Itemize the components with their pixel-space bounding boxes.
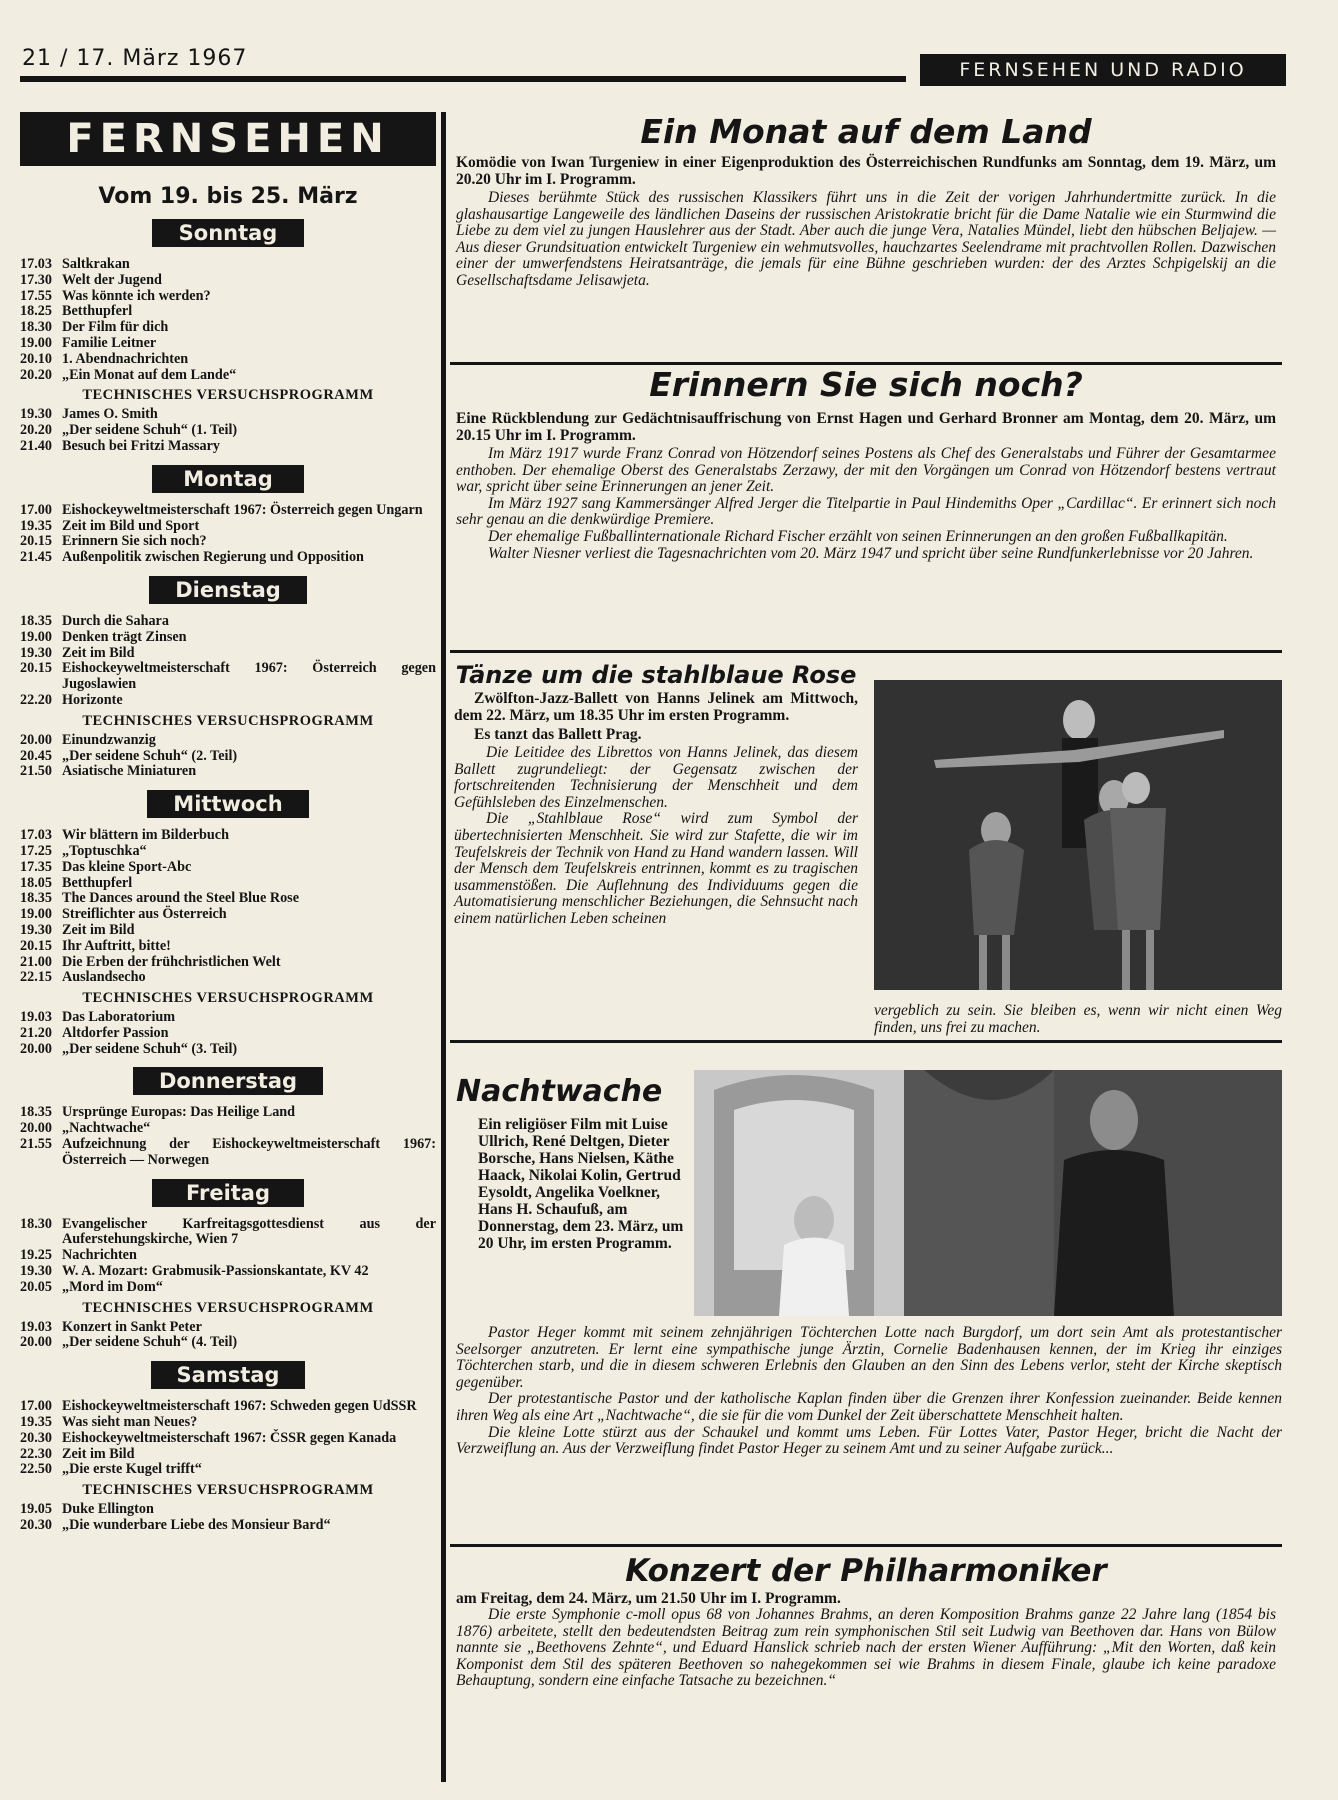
program-title: Besuch bei Fritzi Massary: [62, 437, 221, 454]
program-title: Durch die Sahara: [62, 612, 169, 629]
program-item: [20, 939, 436, 955]
program-item: [20, 1431, 436, 1447]
program-item: [20, 1335, 436, 1351]
program-title: Die Erben der frühchristlichen Welt: [62, 953, 281, 970]
program-list: [20, 1399, 436, 1478]
program-time: 19.00: [20, 628, 52, 645]
program-item: [20, 1502, 436, 1518]
program-title: Zeit im Bild: [62, 921, 135, 938]
program-time: 17.00: [20, 501, 52, 518]
program-title: Betthupferl: [62, 874, 133, 891]
article-subtitle-2: Es tanzt das Ballett Prag.: [474, 726, 642, 743]
program-item: [20, 693, 436, 709]
paragraph: Die Leitidee des Librettos von Hanns Jelinek, das diesem Ballett zugrundeliegt: der Gegensatz zwischen der fortschreitenden Technisierung der Menschheit und dem Gefühlsleben des Einzelmenschen.: [454, 744, 858, 811]
program-time: 18.30: [20, 319, 52, 336]
program-item: [20, 1042, 436, 1058]
program-item: [20, 519, 436, 535]
program-time: 18.35: [20, 890, 52, 907]
program-item: [20, 1415, 436, 1431]
program-time: 19.30: [20, 406, 52, 423]
program-title: Zeit im Bild: [62, 644, 135, 661]
program-time: 19.00: [20, 334, 52, 351]
program-list: [20, 733, 436, 780]
program-title: Denken trägt Zinsen: [62, 628, 187, 645]
program-title: Saltkrakan: [62, 256, 130, 272]
article-rule: [450, 1040, 1282, 1043]
program-item: [20, 923, 436, 939]
program-item: [20, 1447, 436, 1463]
program-title: Eishockeyweltmeisterschaft 1967: Schweden gegen UdSSR: [62, 1398, 417, 1415]
program-time: 17.03: [20, 827, 52, 844]
program-title: Zeit im Bild und Sport: [62, 517, 200, 534]
program-list: [20, 257, 436, 383]
program-time: 19.00: [20, 906, 52, 923]
day-label: Dienstag: [149, 576, 307, 604]
program-list: [20, 1320, 436, 1352]
program-time: 19.30: [20, 921, 52, 938]
program-title: Auslandsecho: [62, 969, 146, 986]
program-time: 18.35: [20, 1104, 52, 1121]
program-time: 21.55: [20, 1136, 52, 1153]
program-time: 19.35: [20, 517, 52, 534]
program-item: [20, 304, 436, 320]
day-label: Donnerstag: [133, 1067, 323, 1095]
program-item: [20, 503, 436, 519]
program-title: „Toptuschka“: [62, 842, 147, 859]
program-title: Konzert in Sankt Peter: [62, 1318, 202, 1335]
program-time: 20.10: [20, 350, 52, 367]
program-item: [20, 534, 436, 550]
program-title: W. A. Mozart: Grabmusik-Passionskantate, KV 42: [62, 1263, 369, 1280]
program-time: 19.03: [20, 1318, 52, 1335]
program-time: 19.30: [20, 644, 52, 661]
week-range: Vom 19. bis 25. März: [98, 184, 358, 209]
program-item: [20, 1248, 436, 1264]
program-item: [20, 1518, 436, 1534]
program-time: 20.05: [20, 1278, 52, 1295]
program-title: Horizonte: [62, 691, 123, 708]
paragraph: Die kleine Lotte stürzt aus der Schaukel und kommt ums Leben. Für Lottes Vater, Pastor Heger, bricht die Nacht der Verzweiflung an. Aus der Verzweiflung findet Pastor Heger zu seinem Amt und zu seiner Aufgabe zurück...: [456, 1423, 1282, 1458]
program-time: 20.30: [20, 1517, 52, 1534]
program-item: [20, 1462, 436, 1478]
program-title: 1. Abendnachrichten: [62, 350, 189, 367]
program-title: „Der seidene Schuh“ (4. Teil): [62, 1334, 238, 1351]
program-time: 17.35: [20, 858, 52, 875]
program-time: 19.03: [20, 1009, 52, 1026]
technisches-versuchsprogramm-label: TECHNISCHES VERSUCHSPROGRAMM: [82, 1299, 374, 1316]
program-item: [20, 844, 436, 860]
program-list: [20, 1217, 436, 1296]
program-item: [20, 273, 436, 289]
program-item: [20, 423, 436, 439]
article-title: Konzert der Philharmoniker: [625, 1553, 1107, 1589]
ballet-photo: [874, 680, 1282, 990]
program-item: [20, 289, 436, 305]
program-item: [20, 907, 436, 923]
program-item: [20, 955, 436, 971]
program-title: Eishockeyweltmeisterschaft 1967: Österreich gegen Jugoslawien: [62, 660, 436, 693]
column-divider: [441, 112, 446, 1782]
program-title: Welt der Jugend: [62, 271, 162, 288]
program-time: 18.25: [20, 303, 52, 320]
program-time: 22.50: [20, 1461, 52, 1478]
technisches-versuchsprogramm-label: TECHNISCHES VERSUCHSPROGRAMM: [82, 712, 374, 729]
program-time: 20.45: [20, 747, 52, 764]
program-title: „Nachtwache“: [62, 1120, 151, 1137]
day-label: Samstag: [151, 1361, 306, 1389]
article-title: Tänze um die stahlblaue Rose: [455, 661, 857, 689]
article-subtitle: Ein religiöser Film mit Luise Ullrich, René Deltgen, Dieter Borsche, Hans Nielsen, Käthe Haack, Nikolai Kolin, Gertrud Eysoldt, Angelika Voelkner, Hans H. Schaufuß, am Donnerstag, dem 23. März, um 20 Uhr, im ersten Programm.: [478, 1116, 684, 1252]
section-banner: FERNSEHEN UND RADIO: [920, 54, 1286, 86]
technisches-versuchsprogramm-label: TECHNISCHES VERSUCHSPROGRAMM: [82, 990, 374, 1007]
program-item: [20, 733, 436, 749]
program-title: Nachrichten: [62, 1247, 137, 1264]
program-item: [20, 1264, 436, 1280]
program-item: [20, 1280, 436, 1296]
program-title: Ursprünge Europas: Das Heilige Land: [62, 1104, 296, 1121]
article-subtitle: Komödie von Iwan Turgeniew in einer Eigenproduktion des Österreichischen Rundfunks am Sonntag, dem 19. März, um 20.20 Uhr im I. Programm.: [456, 154, 1276, 188]
program-item: [20, 891, 436, 907]
page-number-date: 21 / 17. März 1967: [22, 46, 248, 71]
day-header-mittwoch: [20, 790, 436, 818]
program-time: 22.15: [20, 969, 52, 986]
article-subtitle: Eine Rückblendung zur Gedächtnisauffrischung von Ernst Hagen und Gerhard Bronner am Montag, dem 20. März, um 20.15 Uhr im I. Programm.: [456, 410, 1276, 444]
technisches-versuchsprogramm-label: TECHNISCHES VERSUCHSPROGRAMM: [82, 1482, 374, 1499]
article-title: Nachtwache: [456, 1074, 663, 1109]
program-item: [20, 661, 436, 693]
technisches-versuchsprogramm-label: TECHNISCHES VERSUCHSPROGRAMM: [82, 387, 374, 404]
day-header-donnerstag: [20, 1067, 436, 1095]
program-title: Das kleine Sport-Abc: [62, 858, 192, 875]
article-subtitle: am Freitag, dem 24. März, um 21.50 Uhr im I. Programm.: [456, 1590, 841, 1607]
day-list: [20, 219, 436, 1534]
program-list: [20, 614, 436, 709]
program-time: 20.00: [20, 1120, 52, 1137]
program-item: [20, 352, 436, 368]
article-body: [450, 745, 862, 928]
program-list: [20, 1502, 436, 1534]
program-title: Erinnern Sie sich noch?: [62, 533, 207, 550]
article-rule: [450, 650, 1282, 653]
paragraph: Die „Stahlblaue Rose“ wird zum Symbol der übertechnisierten Menschheit. Sie wird zur Stafette, die wir im Teufelskreis der Technik von Hand zu Hand wandern lassen. Will der Mensch dem Teufelskreis entrinnen, kommt es zu tragischen usammenstößen. Die Auflehnung des Individuums gegen die Automatisierung menschlicher Beziehungen, die Sehnsucht nach einem natürlichen Leben scheinen: [454, 810, 858, 927]
day-header-sonntag: [20, 219, 436, 247]
article-body: [450, 446, 1282, 562]
day-header-freitag: [20, 1179, 436, 1207]
program-time: 21.45: [20, 549, 52, 566]
ballet-photo-image: [874, 680, 1282, 990]
program-time: 20.00: [20, 1334, 52, 1351]
article-nachtwache-head: [456, 1074, 688, 1252]
program-time: 20.15: [20, 533, 52, 550]
program-time: 19.25: [20, 1247, 52, 1264]
program-title: „Die erste Kugel trifft“: [62, 1461, 202, 1478]
program-title: Eishockeyweltmeisterschaft 1967: Österreich gegen Ungarn: [62, 501, 423, 518]
program-item: [20, 368, 436, 384]
program-time: 20.20: [20, 366, 52, 383]
program-title: Das Laboratorium: [62, 1009, 176, 1026]
program-item: [20, 320, 436, 336]
program-time: 20.15: [20, 937, 52, 954]
program-title: Zeit im Bild: [62, 1445, 135, 1462]
program-title: Wir blättern im Bilderbuch: [62, 827, 229, 844]
program-item: [20, 1026, 436, 1042]
program-list: [20, 503, 436, 566]
program-item: [20, 1217, 436, 1249]
article-title: Ein Monat auf dem Land: [640, 112, 1092, 151]
program-item: [20, 1010, 436, 1026]
day-label: Sonntag: [152, 219, 304, 247]
program-item: [20, 1399, 436, 1415]
program-time: 19.30: [20, 1263, 52, 1280]
program-time: 18.05: [20, 874, 52, 891]
program-time: 17.30: [20, 271, 52, 288]
program-time: 18.30: [20, 1215, 52, 1232]
program-item: [20, 970, 436, 986]
program-title: Asiatische Miniaturen: [62, 763, 197, 780]
day-label: Montag: [152, 465, 304, 493]
article-nachtwache-body: [456, 1325, 1282, 1458]
program-title: „Ein Monat auf dem Lande“: [62, 366, 237, 383]
article-body: Dieses berühmte Stück des russischen Klassikers führt uns in die Zeit der vorigen Jahrhundertmitte zurück. In die glashausartige Langeweile des ländlichen Daseins der russischen Aristokratie bricht für die Dame Natalie wie ein Sturmwind die Liebe zu dem viel zu jungen Hauslehrer aus der Stadt. Aber auch die junge Vera, Natalies Mündel, liebt den hübschen Beljajew. — Aus dieser Grundsituation entwickelt Turgeniew ein wehmutsvolles, hauchzartes Seelendrame mit prachtvollen Rollen. Dazwischen einer der umwerfendstens Heiratsanträge, die jemals für eine Bühne geschrieben wurden: der des Arztes Schpigelskij an die Gesellschaftsdame Jelisawjeta.: [456, 189, 1276, 289]
program-title: „Der seidene Schuh“ (2. Teil): [62, 747, 238, 764]
program-title: Evangelischer Karfreitagsgottesdienst aus der Auferstehungskirche, Wien 7: [62, 1215, 436, 1248]
program-title: Eishockeyweltmeisterschaft 1967: ČSSR gegen Kanada: [62, 1429, 397, 1446]
program-title: Familie Leitner: [62, 334, 157, 351]
program-item: [20, 550, 436, 566]
program-list: [20, 1010, 436, 1057]
program-title: Aufzeichnung der Eishockeyweltmeisterschaft 1967: Österreich — Norwegen: [62, 1136, 436, 1168]
program-item: [20, 828, 436, 844]
article-erinnern: [450, 364, 1282, 562]
program-item: [20, 407, 436, 423]
program-title: „Der seidene Schuh“ (3. Teil): [62, 1040, 238, 1057]
article-subtitle: Zwölfton-Jazz-Ballett von Hanns Jelinek am Mittwoch, dem 22. März, um 18.35 Uhr im ersten Programm.: [454, 690, 858, 724]
program-item: [20, 749, 436, 765]
program-time: 20.00: [20, 1040, 52, 1057]
day-header-samstag: [20, 1361, 436, 1389]
program-title: Ihr Auftritt, bitte!: [62, 937, 171, 954]
program-title: Betthupferl: [62, 303, 133, 320]
program-title: „Der seidene Schuh“ (1. Teil): [62, 422, 238, 439]
program-time: 21.40: [20, 437, 52, 454]
program-list: [20, 828, 436, 986]
fernsehen-title: FERNSEHEN: [20, 112, 436, 166]
day-header-montag: [20, 465, 436, 493]
program-time: 21.00: [20, 953, 52, 970]
article-rule: [450, 1544, 1282, 1547]
tv-schedule-column: [20, 112, 436, 1534]
program-time: 20.30: [20, 1429, 52, 1446]
day-header-dienstag: [20, 576, 436, 604]
program-time: 18.35: [20, 612, 52, 629]
program-list: [20, 1105, 436, 1168]
article-taenze: [450, 660, 862, 928]
program-time: 19.35: [20, 1414, 52, 1431]
paragraph: Pastor Heger kommt mit seinem zehnjährigen Töchterchen Lotte nach Burgdorf, um dort sein Amt als protestantischer Seelsorger anzutreten. Er lernt eine sympathische junge Ärztin, Cornelie Badenhausen kennen, der im Krieg ihr einziges Töchterchen starb, und die in diesem schweren Erlebnis den Glauben an den Sinn des Lebens verlor, steht der Kirche skeptisch gegenüber.: [456, 1324, 1282, 1391]
paragraph: Im März 1917 wurde Franz Conrad von Hötzendorf seines Postens als Chef des Generalstabs und Führer der Gesamtarmee enthoben. Der ehemalige Oberst des Generalstabs Zerzawy, der mit den Vorgängen um Conrad von Hötzendorf bestens vertraut war, spricht über seine Erinnerungen an jener Zeit.: [456, 445, 1276, 496]
program-item: [20, 257, 436, 273]
header-rule: [20, 76, 906, 82]
program-item: [20, 614, 436, 630]
program-time: 17.00: [20, 1398, 52, 1415]
article-taenze-tail: vergeblich zu sein. Sie bleiben es, wenn wir nicht einen Weg finden, uns frei zu machen.: [874, 1002, 1282, 1036]
program-item: [20, 1105, 436, 1121]
day-label: Freitag: [152, 1179, 304, 1207]
article-monat: [450, 112, 1282, 290]
program-title: Einundzwanzig: [62, 731, 156, 748]
program-title: Außenpolitik zwischen Regierung und Opposition: [62, 549, 364, 566]
program-title: Was sieht man Neues?: [62, 1414, 198, 1431]
program-time: 17.55: [20, 287, 52, 304]
article-title: Erinnern Sie sich noch?: [649, 365, 1083, 404]
article-konzert: [450, 1552, 1282, 1690]
program-time: 20.15: [20, 660, 52, 677]
film-still-image: [694, 1070, 1282, 1316]
program-title: Der Film für dich: [62, 319, 169, 336]
day-label: Mittwoch: [147, 790, 308, 818]
program-time: 21.50: [20, 763, 52, 780]
film-still-photo: [694, 1070, 1282, 1316]
program-item: [20, 876, 436, 892]
article-body: Die erste Symphonie c-moll opus 68 von Johannes Brahms, an deren Komposition Brahms ganze 22 Jahre lang (1854 bis 1876) arbeitete, stellt den bedeutendsten Beitrag zum rein symphonischen Stil seit Ludwig van Beethoven dar. Hans von Bülow nannte sie „Beethovens Zehnte“, und Eduard Hanslick schrieb nach der ersten Wiener Aufführung: „Mit den Worten, daß kein Komponist dem Stil des späteren Beethoven so nahegekommen sei wie Brahms in diesem Finale, glaube ich keine paradoxe Behauptung, sondern eine einfache Tatsache zu bezeichnen.“: [456, 1606, 1276, 1690]
program-time: 20.00: [20, 731, 52, 748]
program-title: „Mord im Dom“: [62, 1278, 163, 1295]
paragraph: Walter Niesner verliest die Tagesnachrichten vom 20. März 1947 und spricht über seine Rundfunkerlebnisse vor 20 Jahren.: [488, 544, 1254, 562]
program-item: [20, 336, 436, 352]
program-item: [20, 1320, 436, 1336]
program-time: 22.20: [20, 691, 52, 708]
program-time: 17.03: [20, 256, 52, 272]
program-list: [20, 407, 436, 454]
program-item: [20, 764, 436, 780]
program-time: 21.20: [20, 1024, 52, 1041]
program-title: Duke Ellington: [62, 1501, 154, 1518]
program-title: Streiflichter aus Österreich: [62, 906, 227, 923]
program-title: Was könnte ich werden?: [62, 287, 211, 304]
program-time: 22.30: [20, 1445, 52, 1462]
program-title: Altdorfer Passion: [62, 1024, 169, 1041]
program-item: [20, 630, 436, 646]
program-item: [20, 1121, 436, 1137]
program-time: 17.25: [20, 842, 52, 859]
program-title: James O. Smith: [62, 406, 158, 423]
paragraph: Der protestantische Pastor und der katholische Kaplan finden über die Grenzen ihrer Konfession zueinander. Beide kennen ihren Weg als eine Art „Nachtwache“, die sie für die vom Dunkel der Zeit überschattete Menschheit halten.: [456, 1390, 1282, 1424]
program-title: „Die wunderbare Liebe des Monsieur Bard“: [62, 1517, 331, 1534]
paragraph: Im März 1927 sang Kammersänger Alfred Jerger die Titelpartie in Paul Hindemiths Oper „Cardillac“. Er erinnert sich noch sehr genau an die denkwürdige Premiere.: [456, 494, 1276, 529]
program-time: 19.05: [20, 1501, 52, 1518]
program-title: The Dances around the Steel Blue Rose: [62, 890, 299, 907]
program-item: [20, 860, 436, 876]
program-item: [20, 1137, 436, 1169]
program-time: 20.20: [20, 422, 52, 439]
paragraph: Der ehemalige Fußballinternationale Richard Fischer erzählt von seinen Erinnerungen an den großen Fußballkapitän.: [488, 527, 1228, 545]
program-item: [20, 646, 436, 662]
program-item: [20, 439, 436, 455]
